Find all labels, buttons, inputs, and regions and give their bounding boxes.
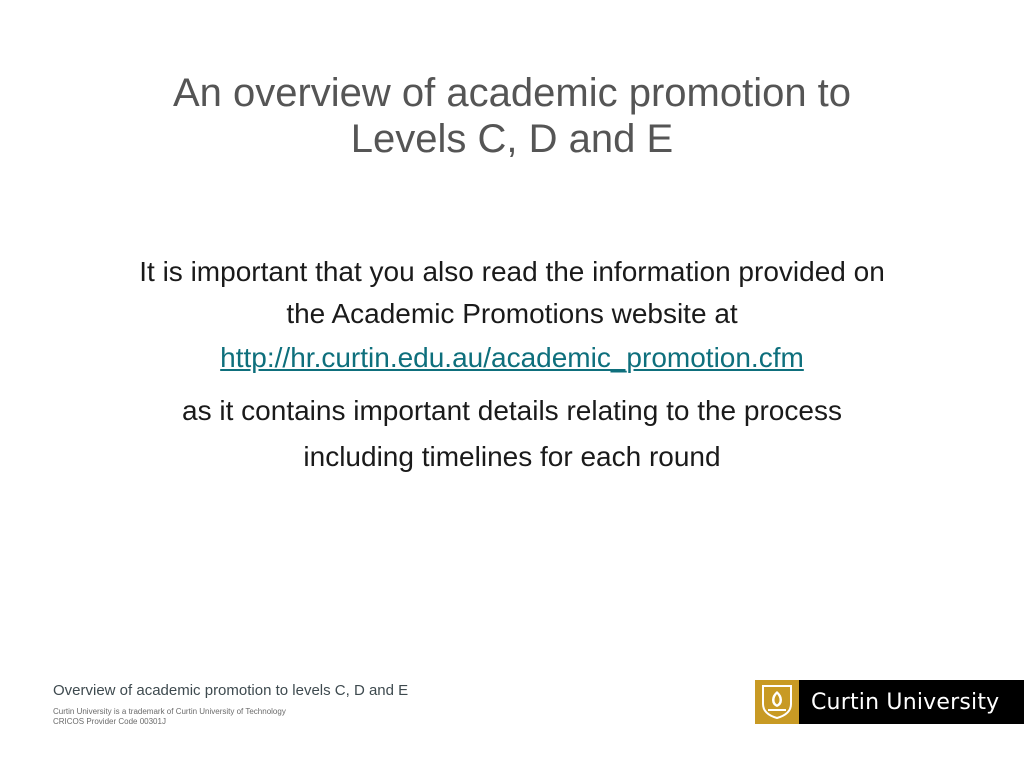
footer-cricos: CRICOS Provider Code 00301J	[53, 717, 166, 726]
body-paragraph-2	[40, 388, 984, 480]
footer-legal	[53, 707, 286, 727]
curtin-logo	[755, 680, 1024, 724]
logo-text: Curtin University	[811, 689, 1000, 715]
slide-title-line-2: Levels C, D and E	[350, 117, 674, 161]
footer-trademark: Curtin University is a trademark of Curtin University of Technology	[53, 707, 286, 716]
slide-title-line-1: An overview of academic promotion to	[172, 71, 852, 115]
academic-promotions-link[interactable]: http://hr.curtin.edu.au/academic_promotion.cfm	[220, 342, 804, 373]
footer-title: Overview of academic promotion to levels C, D and E	[53, 682, 409, 699]
body-line-4: including timelines for each round	[303, 441, 721, 472]
slide-title	[60, 70, 964, 162]
body-paragraph-1	[40, 251, 984, 381]
slide-body	[40, 251, 984, 480]
body-line-1: It is important that you also read the information provided on	[139, 256, 885, 287]
curtin-crest-icon	[755, 680, 799, 724]
body-line-3: as it contains important details relating to the process	[182, 395, 842, 426]
body-line-2: the Academic Promotions website at	[286, 298, 738, 329]
